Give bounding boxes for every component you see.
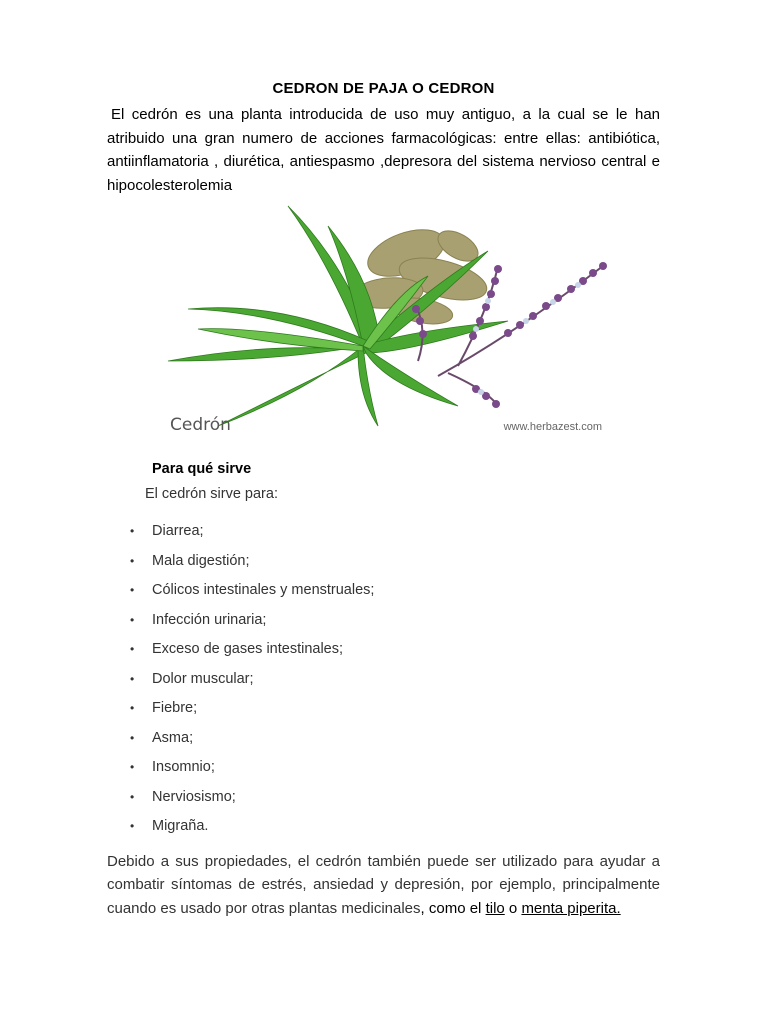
image-credit: www.herbazest.com (503, 421, 602, 433)
link-menta-piperita[interactable]: menta piperita. (521, 899, 621, 917)
list-item (107, 783, 660, 813)
closing-paragraph (107, 850, 660, 921)
intro-paragraph: El cedrón es una planta introducida de uso muy antiguo, a la cual se le han atribuido una gran numero de acciones farmacológicas: entre ellas: antibiótica, antiinflamatoria , diurética, antiespasmo ,depresora del sistema nervioso central e hipocolesterolemia (107, 106, 660, 194)
image-caption: Cedrón (170, 415, 231, 435)
cedron-illustration (158, 201, 608, 441)
list-item (107, 753, 660, 783)
list-item-text: Insomnio; (152, 759, 215, 775)
closing-text: Debido a sus propiedades, el cedrón también puede ser utilizado para ayudar a combatir síntomas de estrés, ansiedad y depresión, por ejemplo, principalmente cuando es usado por otras plantas medicinales (107, 852, 660, 917)
list-item-text: Migraña. (152, 818, 209, 834)
list-item-text: Infección urinaria; (152, 611, 267, 628)
page-title: CEDRON DE PAJA O CEDRON (272, 80, 495, 97)
bullet: • (130, 730, 135, 745)
bullet: • (130, 671, 135, 686)
closing-or: o (504, 899, 522, 917)
bullet: • (130, 760, 135, 774)
bullet: • (130, 789, 135, 804)
uses-list (107, 517, 660, 842)
document-page (107, 80, 660, 920)
bullet: • (130, 583, 135, 597)
flower-blossoms (473, 282, 581, 395)
bullet: • (130, 553, 135, 568)
list-item (107, 694, 660, 724)
list-item-text: Asma; (152, 729, 194, 746)
list-item-text: Fiebre; (152, 700, 198, 716)
list-item-text: Nerviosismo; (152, 788, 236, 805)
list-item (107, 606, 660, 636)
closing-join: , como el (420, 899, 486, 917)
list-item-text: Cólicos intestinales y menstruales; (152, 582, 375, 598)
list-item-text: Exceso de gases intestinales; (152, 641, 344, 657)
bullet: • (130, 642, 135, 656)
list-item (107, 665, 660, 695)
bullet: • (130, 819, 135, 833)
bullet: • (130, 524, 135, 538)
list-item (107, 635, 660, 665)
list-item (107, 547, 660, 577)
list-item (107, 517, 660, 547)
list-item-text: Dolor muscular; (152, 670, 254, 687)
bullet: • (130, 612, 135, 627)
list-item (107, 812, 660, 842)
bullet: • (130, 701, 135, 715)
list-item (107, 724, 660, 754)
section-lead: El cedrón sirve para: (145, 486, 278, 502)
plant-image (158, 201, 608, 441)
link-tilo[interactable]: tilo (485, 899, 505, 917)
list-item (107, 576, 660, 606)
list-item-text: Diarrea; (152, 523, 204, 539)
section-heading: Para qué sirve (152, 461, 252, 477)
list-item-text: Mala digestión; (152, 552, 250, 569)
